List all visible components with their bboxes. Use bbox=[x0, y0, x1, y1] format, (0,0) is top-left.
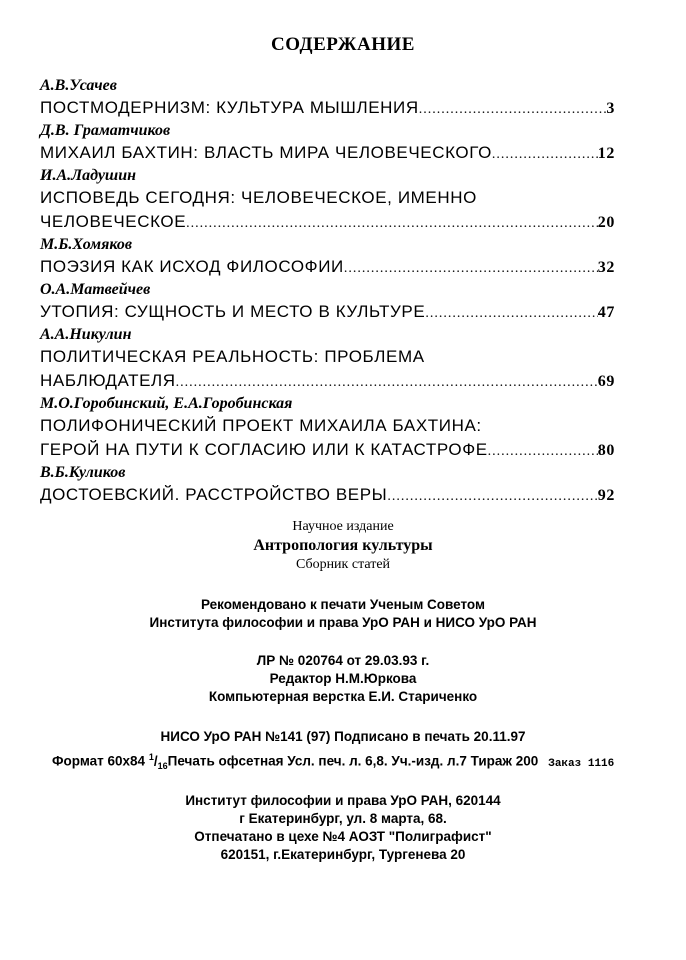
toc-title: ДОСТОЕВСКИЙ. РАССТРОЙСТВО ВЕРЫ bbox=[40, 485, 388, 504]
book-subtitle: Сборник статей bbox=[295, 557, 391, 572]
toc-author: М.О.Горобинский, Е.А.Горобинская bbox=[40, 395, 293, 412]
toc-title-line bbox=[40, 96, 615, 120]
toc-author: В.Б.Куликов bbox=[40, 464, 126, 481]
imprint-title-block bbox=[0, 518, 686, 574]
format-denominator: 16 bbox=[157, 761, 168, 772]
toc-title-line bbox=[40, 186, 615, 210]
toc-title-line bbox=[40, 345, 615, 369]
toc-title: ПОСТМОДЕРНИЗМ: КУЛЬТУРА МЫШЛЕНИЯ bbox=[40, 98, 419, 117]
toc-leader-dots bbox=[186, 212, 598, 234]
imprint-credits bbox=[0, 652, 686, 706]
toc-author: М.Б.Хомяков bbox=[40, 236, 132, 253]
toc-page-number: 80 bbox=[597, 442, 615, 459]
address-line-2: г Екатеринбург, ул. 8 марта, 68. bbox=[239, 811, 447, 826]
imprint-addresses bbox=[0, 792, 686, 864]
toc-entry bbox=[40, 165, 615, 234]
imprint-recommendation bbox=[0, 596, 686, 632]
toc-entry bbox=[40, 393, 615, 462]
toc-leader-dots bbox=[492, 143, 598, 165]
toc-author: Д.В. Граматчиков bbox=[40, 122, 171, 139]
toc-page-number: 12 bbox=[597, 145, 615, 162]
toc-title-line bbox=[40, 438, 615, 462]
table-of-contents bbox=[40, 75, 615, 507]
format-slash: / bbox=[153, 753, 158, 769]
toc-page-number: 47 bbox=[597, 304, 615, 321]
toc-entry bbox=[40, 75, 615, 120]
recommended-line-2: Института философии и права УрО РАН и НИСО УрО РАН bbox=[149, 615, 537, 630]
recommended-line-1: Рекомендовано к печати Ученым Советом bbox=[200, 597, 485, 612]
book-title: Антропология культуры bbox=[253, 537, 433, 554]
toc-leader-dots bbox=[387, 485, 597, 507]
toc-title-line bbox=[40, 369, 615, 393]
toc-title: ИСПОВЕДЬ СЕГОДНЯ: ЧЕЛОВЕЧЕСКОЕ, ИМЕННО bbox=[40, 188, 477, 207]
toc-heading: СОДЕРЖАНИЕ bbox=[271, 34, 415, 55]
toc-author: А.А.Никулин bbox=[40, 326, 132, 343]
toc-author: О.А.Матвейчев bbox=[40, 281, 151, 298]
toc-title-line bbox=[40, 255, 615, 279]
address-line-1: Институт философии и права УрО РАН, 620144 bbox=[185, 793, 501, 808]
toc-leader-dots bbox=[176, 371, 598, 393]
toc-leader-dots bbox=[425, 302, 597, 324]
toc-title: УТОПИЯ: СУЩНОСТЬ И МЕСТО В КУЛЬТУРЕ bbox=[40, 302, 426, 321]
printed-line-1: Отпечатано в цехе №4 АОЗТ "Полиграфист" bbox=[194, 829, 492, 844]
toc-title: МИХАИЛ БАХТИН: ВЛАСТЬ МИРА ЧЕЛОВЕЧЕСКОГО bbox=[40, 143, 492, 162]
toc-entry bbox=[40, 279, 615, 324]
editor-line: Редактор Н.М.Юркова bbox=[269, 671, 417, 686]
publisher-line: НИСО УрО РАН №141 (97) Подписано в печать 20.11.97 bbox=[160, 729, 526, 744]
toc-leader-dots bbox=[344, 257, 598, 279]
format-numerator: 1 bbox=[148, 752, 154, 762]
circulation: Тираж 200 bbox=[470, 753, 539, 769]
toc-author: А.В.Усачев bbox=[40, 77, 117, 94]
toc-author: И.А.Ладушин bbox=[40, 167, 137, 184]
format-prefix: Формат 60x84 bbox=[52, 753, 149, 769]
layout-credit: Компьютерная верстка Е.И. Стариченко bbox=[208, 689, 478, 704]
toc-title: ПОЛИФОНИЧЕСКИЙ ПРОЕКТ МИХАИЛА БАХТИНА: bbox=[40, 416, 482, 435]
toc-title: ПОЛИТИЧЕСКАЯ РЕАЛЬНОСТЬ: ПРОБЛЕМА bbox=[40, 347, 425, 366]
format-line bbox=[52, 748, 614, 775]
toc-title-line bbox=[40, 483, 615, 507]
toc-title-line bbox=[40, 210, 615, 234]
toc-title: ЧЕЛОВЕЧЕСКОЕ bbox=[40, 212, 187, 231]
toc-title-line bbox=[40, 300, 615, 324]
printed-line-2: 620151, г.Екатеринбург, Тургенева 20 bbox=[220, 847, 466, 862]
toc-title: НАБЛЮДАТЕЛЯ bbox=[40, 371, 176, 390]
toc-page-number: 92 bbox=[597, 487, 615, 504]
format-details: Печать офсетная Усл. печ. л. 6,8. Уч.-изд. л.7 bbox=[167, 753, 471, 769]
toc-page-number: 69 bbox=[597, 373, 615, 390]
license-number: ЛР № 020764 от 29.03.93 г. bbox=[256, 653, 430, 668]
toc-page-number: 3 bbox=[606, 100, 615, 117]
toc-entry bbox=[40, 234, 615, 279]
toc-entry bbox=[40, 120, 615, 165]
order-number: Заказ 1116 bbox=[548, 757, 615, 770]
imprint-publisher bbox=[0, 728, 686, 746]
toc-entry bbox=[40, 324, 615, 393]
toc-title: ПОЭЗИЯ КАК ИСХОД ФИЛОСОФИИ bbox=[40, 257, 344, 276]
toc-title-line bbox=[40, 414, 615, 438]
toc-entry bbox=[40, 462, 615, 507]
toc-page-number: 32 bbox=[597, 259, 615, 276]
toc-title-line bbox=[40, 141, 615, 165]
toc-page-number: 20 bbox=[597, 214, 615, 231]
toc-title: ГЕРОЙ НА ПУТИ К СОГЛАСИЮ ИЛИ К КАТАСТРОФЕ bbox=[40, 440, 488, 459]
toc-leader-dots bbox=[419, 98, 607, 120]
toc-leader-dots bbox=[488, 440, 598, 462]
edition-type: Научное издание bbox=[292, 519, 394, 534]
